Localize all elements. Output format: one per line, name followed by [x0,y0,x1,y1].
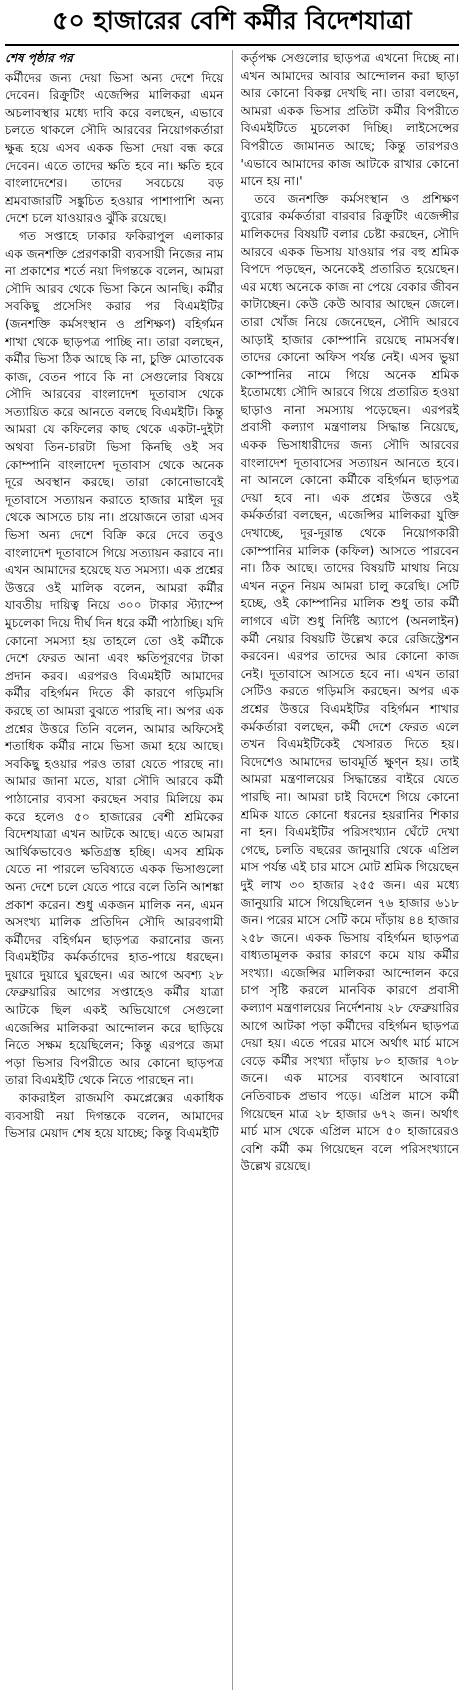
paragraph: কর্মীদের জন্য দেয়া ভিসা অন্য দেশে দিয়ে দেবেন। রিক্রুটিং এজেন্সির মালিকরা এমন অচলাবস্থার মধ্যে দাবি করে বলছেন, এভাবে চলতে থাকলে সৌদি আরবের নিয়োগকর্তারা ক্ষুব্ধ হয়ে এসব একক ভিসা দেয়া বন্ধ করে দেবেন। এতে তাদের ক্ষতি হবে না। ক্ষতি হবে বাংলাদেশের। তাদের সবচেয়ে বড় শ্রমবাজারটি সঙ্কুচিত হওয়ার পাশাপাশি অন্য দেশে চলে যাওয়ারও ঝুঁকি রয়েছে। [5,70,224,226]
paragraph: কর্তৃপক্ষ সেগুলোর ছাড়পত্র এখনো দিচ্ছে না। এখন আমাদের আবার আন্দোলন করা ছাড়া আর কোনো বিকল্প দেখছি না। তারা বলছেন, আমরা একক ভিসার প্রতিটা কর্মীর বিপরীতে বিএমইটিতে মুচলেকা দিচ্ছি। লাইসেন্সের বিপরীতে জামানত আছে; কিন্তু তারপরও 'এভাবে আমাদের কাজ আটকে রাখার কোনো মানে হয় না।' [240,51,459,189]
continuation-tag: শেষ পৃষ্ঠার পর [5,51,73,65]
column-right [241,50,460,1690]
column-divider [232,50,233,1690]
paragraph: তবে জনশক্তি কর্মসংস্থান ও প্রশিক্ষণ ব্যুরোর কর্মকর্তারা বারবার রিক্রুটিং এজেন্সীর মালিকদের বিষয়টি বলার চেষ্টা করছেন, সৌদি আরবে একক ভিসায় যাওয়ার পর বহু শ্রমিক বিপদে পড়ছেন, অনেকেই প্রতারিত হয়েছেন। এর মধ্যে অনেকে কাজ না পেয়ে বেকার জীবন কাটাচ্ছেন। কেউ কেউ আবার আছেন জেলে। তারা খোঁজ নিয়ে জেনেছেন, সৌদি আরবে আড়াই হাজার কোম্পানি রয়েছে নামসর্বস্ব। তাদের কোনো অফিস পর্যন্ত নেই। এসব ভুয়া কোম্পানির নামে গিয়ে অনেক শ্রমিক ইতোমধ্যে সৌদি আরবে গিয়ে প্রতারিত হওয়া ছাড়াও নানা সমস্যায় পড়েছেন। এরপরই প্রবাসী কল্যাণ মন্ত্রণালয় সিদ্ধান্ত নিয়েছে, একক ভিসাধারীদের জন্য সৌদি আরবের বাংলাদেশ দূতাবাসের সত্যায়ন আনতে হবে। না আনলে কোনো কর্মীকে বহির্গমন ছাড়পত্র দেয়া হবে না। এক প্রশ্নের উত্তরে ওই কর্মকর্তারা বলছেন, এজেন্সির মালিকরা যুক্তি দেখাচ্ছে, দূর-দূরান্ত থেকে নিয়োগকারী কোম্পানির মালিক (কফিল) আসতে পারবেন না। ঠিক আছে। তাদের বিষয়টি মাথায় নিয়ে এখন নতুন নিয়ম আমরা চালু করেছি। সেটি হচ্ছে, ওই কোম্পানির মালিক শুধু তার কর্মী লাগবে এটা শুধু নির্দিষ্ট অ্যাপে (অনলাইন) কর্মী নেয়ার বিষয়টি উল্লেখ করে রেজিস্ট্রেশন করবেন। এরপর তাদের আর কোনো কাজ নেই। দূতাবাসে আসতে হবে না। এখন তারা সেটিও করতে গড়িমসি করছেন। অপর এক প্রশ্নের উত্তরে বিএমইটির বহির্গমন শাখার কর্মকর্তারা বলছেন, কর্মী দেশে ফেরত এলে তখন বিএমইটিকেই খেসারত দিতে হয়। বিদেশেও আমাদের ভাবমূর্তি ক্ষুণ্ন হয়। তাই আমরা মন্ত্রণালয়ের সিদ্ধান্তের বাইরে যেতে পারছি না। আমরা চাই বিদেশে গিয়ে কোনো শ্রমিক যাতে কোনো ধরনের হয়রানির শিকার না হন। বিএমইটির পরিসংখ্যান ঘেঁটে দেখা গেছে, চলতি বছরের জানুয়ারি থেকে এপ্রিল মাস পর্যন্ত এই চার মাসে মোট শ্রমিক গিয়েছেন দুই লাখ ৩০ হাজার ২৫৫ জন। এর মধ্যে জানুয়ারি মাসে গিয়েছিলেন ৭৬ হাজার ৬১৮ জন। পরের মাসে সেটি কমে দাঁড়ায় ৪৪ হাজার ২৫৮ জনে। একক ভিসায় বহির্গমন ছাড়পত্র বাধ্যতামূলক করার কারণে কমে যায় কর্মীর সংখ্যা। এজেন্সির মালিকরা আন্দোলন করে চাপ সৃষ্টি করলে মানবিক কারণে প্রবাসী কল্যাণ মন্ত্রণালয়ের নির্দেশনায় ২৮ ফেব্রুয়ারির আগে আটকা পড়া কর্মীদের বহির্গমন ছাড়পত্র দেয়া হয়। এতে পরের মাসে অর্থাৎ মার্চ মাসে বেড়ে কর্মীর সংখ্যা দাঁড়ায় ৮০ হাজার ৭০৮ জনে। এক মাসের ব্যবধানে আবারো নেতিবাচক প্রভাব পড়ে। এপ্রিল মাসে কর্মী গিয়েছেন মাত্র ২৮ হাজার ৬৭২ জন। অর্থাৎ মার্চ মাস থেকে এপ্রিল মাসে ৫০ হাজারেরও বেশি কর্মী কম গিয়েছেন বলে পরিসংখ্যানে উল্লেখ রয়েছে। [240,191,459,1174]
paragraph: গত সপ্তাহে ঢাকার ফকিরাপুল এলাকার এক জনশক্তি প্রেরণকারী ব্যবসায়ী নিজের নাম না প্রকাশের শর্তে নয়া দিগন্তকে বলেন, আমরা সৌদি আরব থেকে ভিসা কিনে আনছি। কর্মীর সবকিছু প্রসেসিং করার পর বিএমইটির (জনশক্তি কর্মসংস্থান ও প্রশিক্ষণ) বহির্গমন শাখা থেকে ছাড়পত্র পাচ্ছি না। তারা বলছেন, কর্মীর ভিসা ঠিক আছে কি না, চুক্তি মোতাবেক কাজ, বেতন পাবে কি না সেগুলোর বিষয়ে সৌদি আরবের বাংলাদেশ দূতাবাস থেকে সত্যায়িত করে আনতে বলছে বিএমইটি। কিন্তু আমরা যে কফিলের কাছ থেকে একটা-দুইটা অথবা তিন-চারটা ভিসা কিনছি ওই সব কোম্পানি বাংলাদেশ দূতাবাস থেকে অনেক দূরে অবস্থান করছে। তারা কোনোভাবেই দূতাবাসে সত্যায়ন করাতে হাজার মাইল দূর থেকে আসতে চায় না। প্রয়োজনে তারা এসব ভিসা অন্য দেশে বিক্রি করে দেবে তবুও বাংলাদেশ দূতাবাসে গিয়ে সত্যায়ন করাবে না। এখন আমাদের হয়েছে যত সমস্যা। এক প্রশ্নের উত্তরে ওই মালিক বলেন, আমরা কর্মীর যাবতীয় দায়িত্ব নিয়ে ৩০০ টাকার স্ট্যাম্পে মুচলেকা দিয়ে দীর্ঘ দিন ধরে কর্মী পাঠাচ্ছি। যদি কোনো সমস্যা হয় তাহলে তো ওই কর্মীকে দেশে ফেরত আনা এবং ক্ষতিপূরণের টাকা প্রদান করব। এরপরও বিএমইটি আমাদের কর্মীর বহির্গমন দিতে কী কারণে গড়িমসি করছে তা আমরা বুঝতে পারছি না। অপর এক প্রশ্নের উত্তরে তিনি বলেন, আমার অফিসেই শতাধিক কর্মীর নামে ভিসা জমা হয়ে আছে। সবকিছু হওয়ার পরও তারা যেতে পারছে না। আমার জানা মতে, যারা সৌদি আরবে কর্মী পাঠানোর ব্যবসা করছেন সবার মিলিয়ে কম করে হলেও ৫০ হাজারের বেশী শ্রমিকের বিদেশযাত্রা এখন আটকে আছে। এতে আমরা আর্থিকভাবেও ক্ষতিগ্রস্ত হচ্ছি। এসব শ্রমিক যেতে না পারলে ভবিষ্যতে একক ভিসাগুলো অন্য দেশে চলে যেতে পারে বলে তিনি আশঙ্কা প্রকাশ করেন। শুধু একজন মালিক নন, এমন অসংখ্য মালিক প্রতিদিন সৌদি আরবগামী কর্মীদের বহির্গমন ছাড়পত্র করানোর জন্য বিএমইটির কর্মকর্তাদের হাত-পায়ে ধরছেন। দুয়ারে দুয়ারে ঘুরছেন। এর আগে অবশ্য ২৮ ফেব্রুয়ারির আগের সপ্তাহেও কর্মীর যাত্রা আটকে ছিল একই অভিযোগে সেগুলো এজেন্সির মালিকরা আন্দোলন করে ছাড়িয়ে নিতে সক্ষম হয়েছিলেন; কিন্তু এরপরে জমা পড়া ভিসার বিপরীতে আর কোনো ছাড়পত্র তারা বিএমইটি থেকে নিতে পারছেন না। [5,228,224,1088]
headline-rule [5,44,459,46]
article-headline: ৫০ হাজারের বেশি কর্মীর বিদেশযাত্রা [52,6,412,35]
paragraph: কাকরাইল রাজমণি কমপ্লেক্সের একাধিক ব্যবসায়ী নয়া দিগন্তকে বলেন, আমাদের ভিসার মেয়াদ শেষ হয়ে যাচ্ছে; কিন্তু বিএমইটি [5,1091,224,1141]
article-columns [5,50,459,1690]
column-left [5,50,224,1690]
